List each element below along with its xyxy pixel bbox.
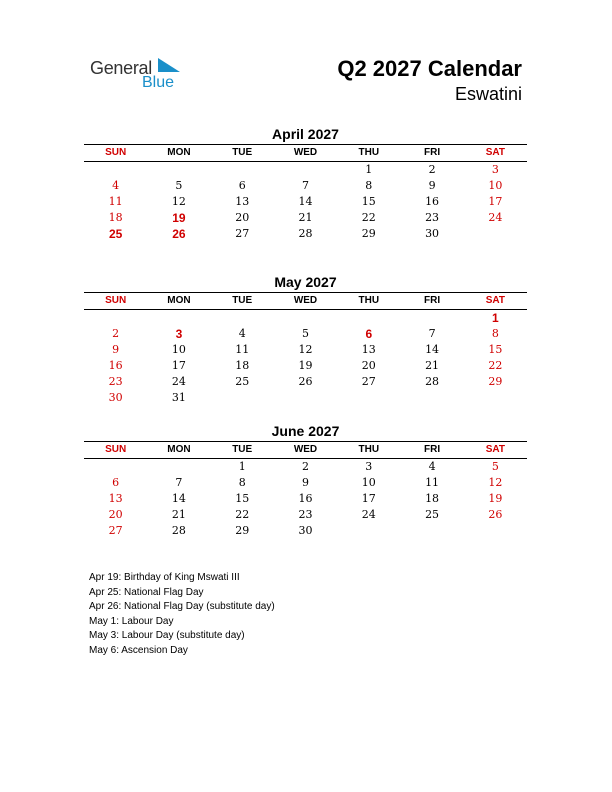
weekday-header — [84, 292, 527, 310]
day-cell: 19 — [488, 492, 503, 505]
weekday-label: FRI — [424, 444, 441, 455]
month-grid — [84, 459, 527, 539]
day-cell: 13 — [361, 343, 376, 356]
day-cell — [84, 162, 147, 178]
day-cell: 31 — [171, 391, 186, 404]
week-row — [84, 358, 527, 374]
day-cell: 6 — [112, 476, 120, 489]
day-cell: 15 — [361, 195, 376, 208]
day-cell — [400, 523, 463, 539]
day-cell: 13 — [235, 195, 250, 208]
day-cell — [84, 459, 147, 475]
day-cell — [147, 162, 210, 178]
day-cell: 29 — [361, 227, 376, 240]
day-cell: 15 — [488, 343, 503, 356]
day-cell: 17 — [488, 195, 503, 208]
day-cell: 19 — [172, 211, 186, 225]
weekday-label: MON — [167, 444, 191, 455]
day-cell: 2 — [428, 163, 436, 176]
day-cell: 27 — [108, 524, 123, 537]
day-cell — [400, 310, 463, 326]
day-cell: 18 — [108, 211, 123, 224]
day-cell — [211, 162, 274, 178]
day-cell: 3 — [175, 327, 183, 341]
month-june — [84, 422, 527, 539]
day-cell — [464, 523, 527, 539]
day-cell: 21 — [298, 211, 313, 224]
holiday-item: May 1: Labour Day — [89, 615, 174, 627]
day-cell: 17 — [361, 492, 376, 505]
week-row — [84, 491, 527, 507]
day-cell: 29 — [488, 375, 503, 388]
day-cell: 23 — [298, 508, 313, 521]
day-cell: 26 — [298, 375, 313, 388]
generalblue-logo — [90, 56, 190, 92]
day-cell: 1 — [365, 163, 373, 176]
day-cell — [211, 390, 274, 406]
month-title: June 2027 — [271, 423, 340, 439]
weekday-label: FRI — [424, 147, 441, 158]
weekday-label: THU — [358, 147, 380, 158]
day-cell: 7 — [428, 327, 436, 340]
week-row — [84, 475, 527, 491]
day-cell: 8 — [365, 179, 373, 192]
day-cell: 16 — [298, 492, 313, 505]
week-row — [84, 507, 527, 523]
logo-general-text: General — [90, 58, 152, 78]
day-cell: 6 — [365, 327, 373, 341]
weekday-label: TUE — [232, 147, 253, 158]
week-row — [84, 326, 527, 342]
holiday-list — [89, 571, 275, 658]
day-cell: 12 — [171, 195, 186, 208]
week-row — [84, 390, 527, 406]
holiday-item: May 6: Ascension Day — [89, 644, 188, 656]
day-cell: 15 — [235, 492, 250, 505]
day-cell: 8 — [238, 476, 246, 489]
month-title: April 2027 — [272, 126, 339, 142]
holiday-item: Apr 26: National Flag Day (substitute day) — [89, 601, 275, 612]
weekday-header — [84, 144, 527, 162]
day-cell — [337, 310, 400, 326]
day-cell: 25 — [108, 227, 123, 241]
day-cell: 5 — [175, 179, 183, 192]
day-cell: 7 — [301, 179, 309, 192]
month-may — [84, 273, 527, 406]
day-cell: 13 — [108, 492, 123, 505]
week-row — [84, 194, 527, 210]
day-cell: 3 — [365, 460, 373, 473]
day-cell: 23 — [108, 375, 123, 388]
weekday-label: SUN — [105, 444, 127, 455]
weekday-label: SUN — [105, 147, 127, 158]
weekday-label: TUE — [232, 444, 253, 455]
week-row — [84, 523, 527, 539]
day-cell: 8 — [491, 327, 499, 340]
day-cell: 10 — [361, 476, 376, 489]
day-cell: 5 — [301, 327, 309, 340]
month-april — [84, 125, 527, 242]
day-cell — [274, 390, 337, 406]
day-cell: 3 — [491, 163, 499, 176]
day-cell: 30 — [425, 227, 440, 240]
holiday-item: Apr 19: Birthday of King Mswati III — [89, 572, 240, 583]
day-cell — [337, 390, 400, 406]
day-cell: 28 — [425, 375, 440, 388]
weekday-label: FRI — [424, 295, 441, 306]
day-cell — [84, 310, 147, 326]
day-cell: 29 — [235, 524, 250, 537]
day-cell: 12 — [488, 476, 503, 489]
day-cell: 7 — [175, 476, 183, 489]
week-row — [84, 226, 527, 242]
month-grid — [84, 162, 527, 242]
day-cell: 18 — [425, 492, 440, 505]
day-cell — [274, 162, 337, 178]
day-cell: 9 — [112, 343, 120, 356]
day-cell: 11 — [235, 343, 250, 356]
day-cell: 16 — [425, 195, 440, 208]
day-cell: 6 — [238, 179, 246, 192]
day-cell: 28 — [298, 227, 313, 240]
weekday-label: WED — [293, 295, 318, 306]
day-cell — [464, 390, 527, 406]
day-cell: 11 — [425, 476, 440, 489]
day-cell: 1 — [492, 311, 499, 325]
day-cell: 23 — [425, 211, 440, 224]
day-cell: 26 — [172, 227, 186, 241]
week-row — [84, 162, 527, 178]
day-cell — [274, 310, 337, 326]
day-cell: 1 — [238, 460, 246, 473]
day-cell: 27 — [361, 375, 376, 388]
weekday-label: SUN — [105, 295, 127, 306]
day-cell: 30 — [108, 391, 123, 404]
day-cell: 14 — [171, 492, 186, 505]
day-cell: 30 — [298, 524, 313, 537]
weekday-label: MON — [167, 147, 191, 158]
day-cell: 10 — [488, 179, 503, 192]
day-cell: 9 — [428, 179, 436, 192]
day-cell: 25 — [425, 508, 440, 521]
day-cell: 11 — [108, 195, 123, 208]
weekday-label: THU — [358, 444, 380, 455]
page-title: Q2 2027 Calendar — [337, 56, 522, 81]
day-cell: 20 — [235, 211, 250, 224]
day-cell: 16 — [108, 359, 123, 372]
week-row — [84, 310, 527, 326]
day-cell — [147, 310, 210, 326]
day-cell: 21 — [171, 508, 186, 521]
weekday-label: WED — [293, 444, 318, 455]
day-cell: 5 — [491, 460, 499, 473]
day-cell: 20 — [108, 508, 123, 521]
weekday-label: SAT — [485, 147, 505, 158]
week-row — [84, 459, 527, 475]
weekday-label: THU — [358, 295, 380, 306]
day-cell: 10 — [171, 343, 186, 356]
day-cell: 19 — [298, 359, 313, 372]
day-cell — [464, 226, 527, 242]
day-cell: 24 — [361, 508, 376, 521]
week-row — [84, 342, 527, 358]
day-cell: 22 — [488, 359, 503, 372]
logo-blue-text: Blue — [142, 74, 175, 91]
day-cell: 14 — [298, 195, 313, 208]
flag-icon — [158, 58, 180, 72]
holiday-item: May 3: Labour Day (substitute day) — [89, 630, 245, 641]
week-row — [84, 178, 527, 194]
day-cell: 17 — [171, 359, 186, 372]
day-cell — [147, 459, 210, 475]
day-cell: 20 — [361, 359, 376, 372]
day-cell: 25 — [235, 375, 250, 388]
weekday-label: SAT — [485, 295, 505, 306]
day-cell: 9 — [301, 476, 309, 489]
day-cell: 4 — [238, 327, 246, 340]
day-cell: 21 — [425, 359, 440, 372]
day-cell: 27 — [235, 227, 250, 240]
weekday-label: MON — [167, 295, 191, 306]
day-cell: 14 — [425, 343, 440, 356]
day-cell: 2 — [112, 327, 120, 340]
day-cell: 24 — [488, 211, 503, 224]
day-cell: 26 — [488, 508, 503, 521]
day-cell: 4 — [428, 460, 436, 473]
day-cell: 22 — [361, 211, 376, 224]
day-cell — [400, 390, 463, 406]
weekday-label: TUE — [232, 295, 253, 306]
day-cell: 12 — [298, 343, 313, 356]
week-row — [84, 374, 527, 390]
day-cell: 24 — [171, 375, 186, 388]
day-cell: 18 — [235, 359, 250, 372]
weekday-label: WED — [293, 147, 318, 158]
day-cell: 4 — [112, 179, 120, 192]
day-cell: 22 — [235, 508, 250, 521]
day-cell: 2 — [301, 460, 309, 473]
weekday-header — [84, 441, 527, 459]
holiday-item: Apr 25: National Flag Day — [89, 586, 204, 598]
month-title: May 2027 — [274, 274, 337, 290]
day-cell — [337, 523, 400, 539]
weekday-label: SAT — [485, 444, 505, 455]
day-cell: 28 — [171, 524, 186, 537]
country-subtitle: Eswatini — [454, 84, 522, 104]
week-row — [84, 210, 527, 226]
day-cell — [211, 310, 274, 326]
month-grid — [84, 310, 527, 406]
